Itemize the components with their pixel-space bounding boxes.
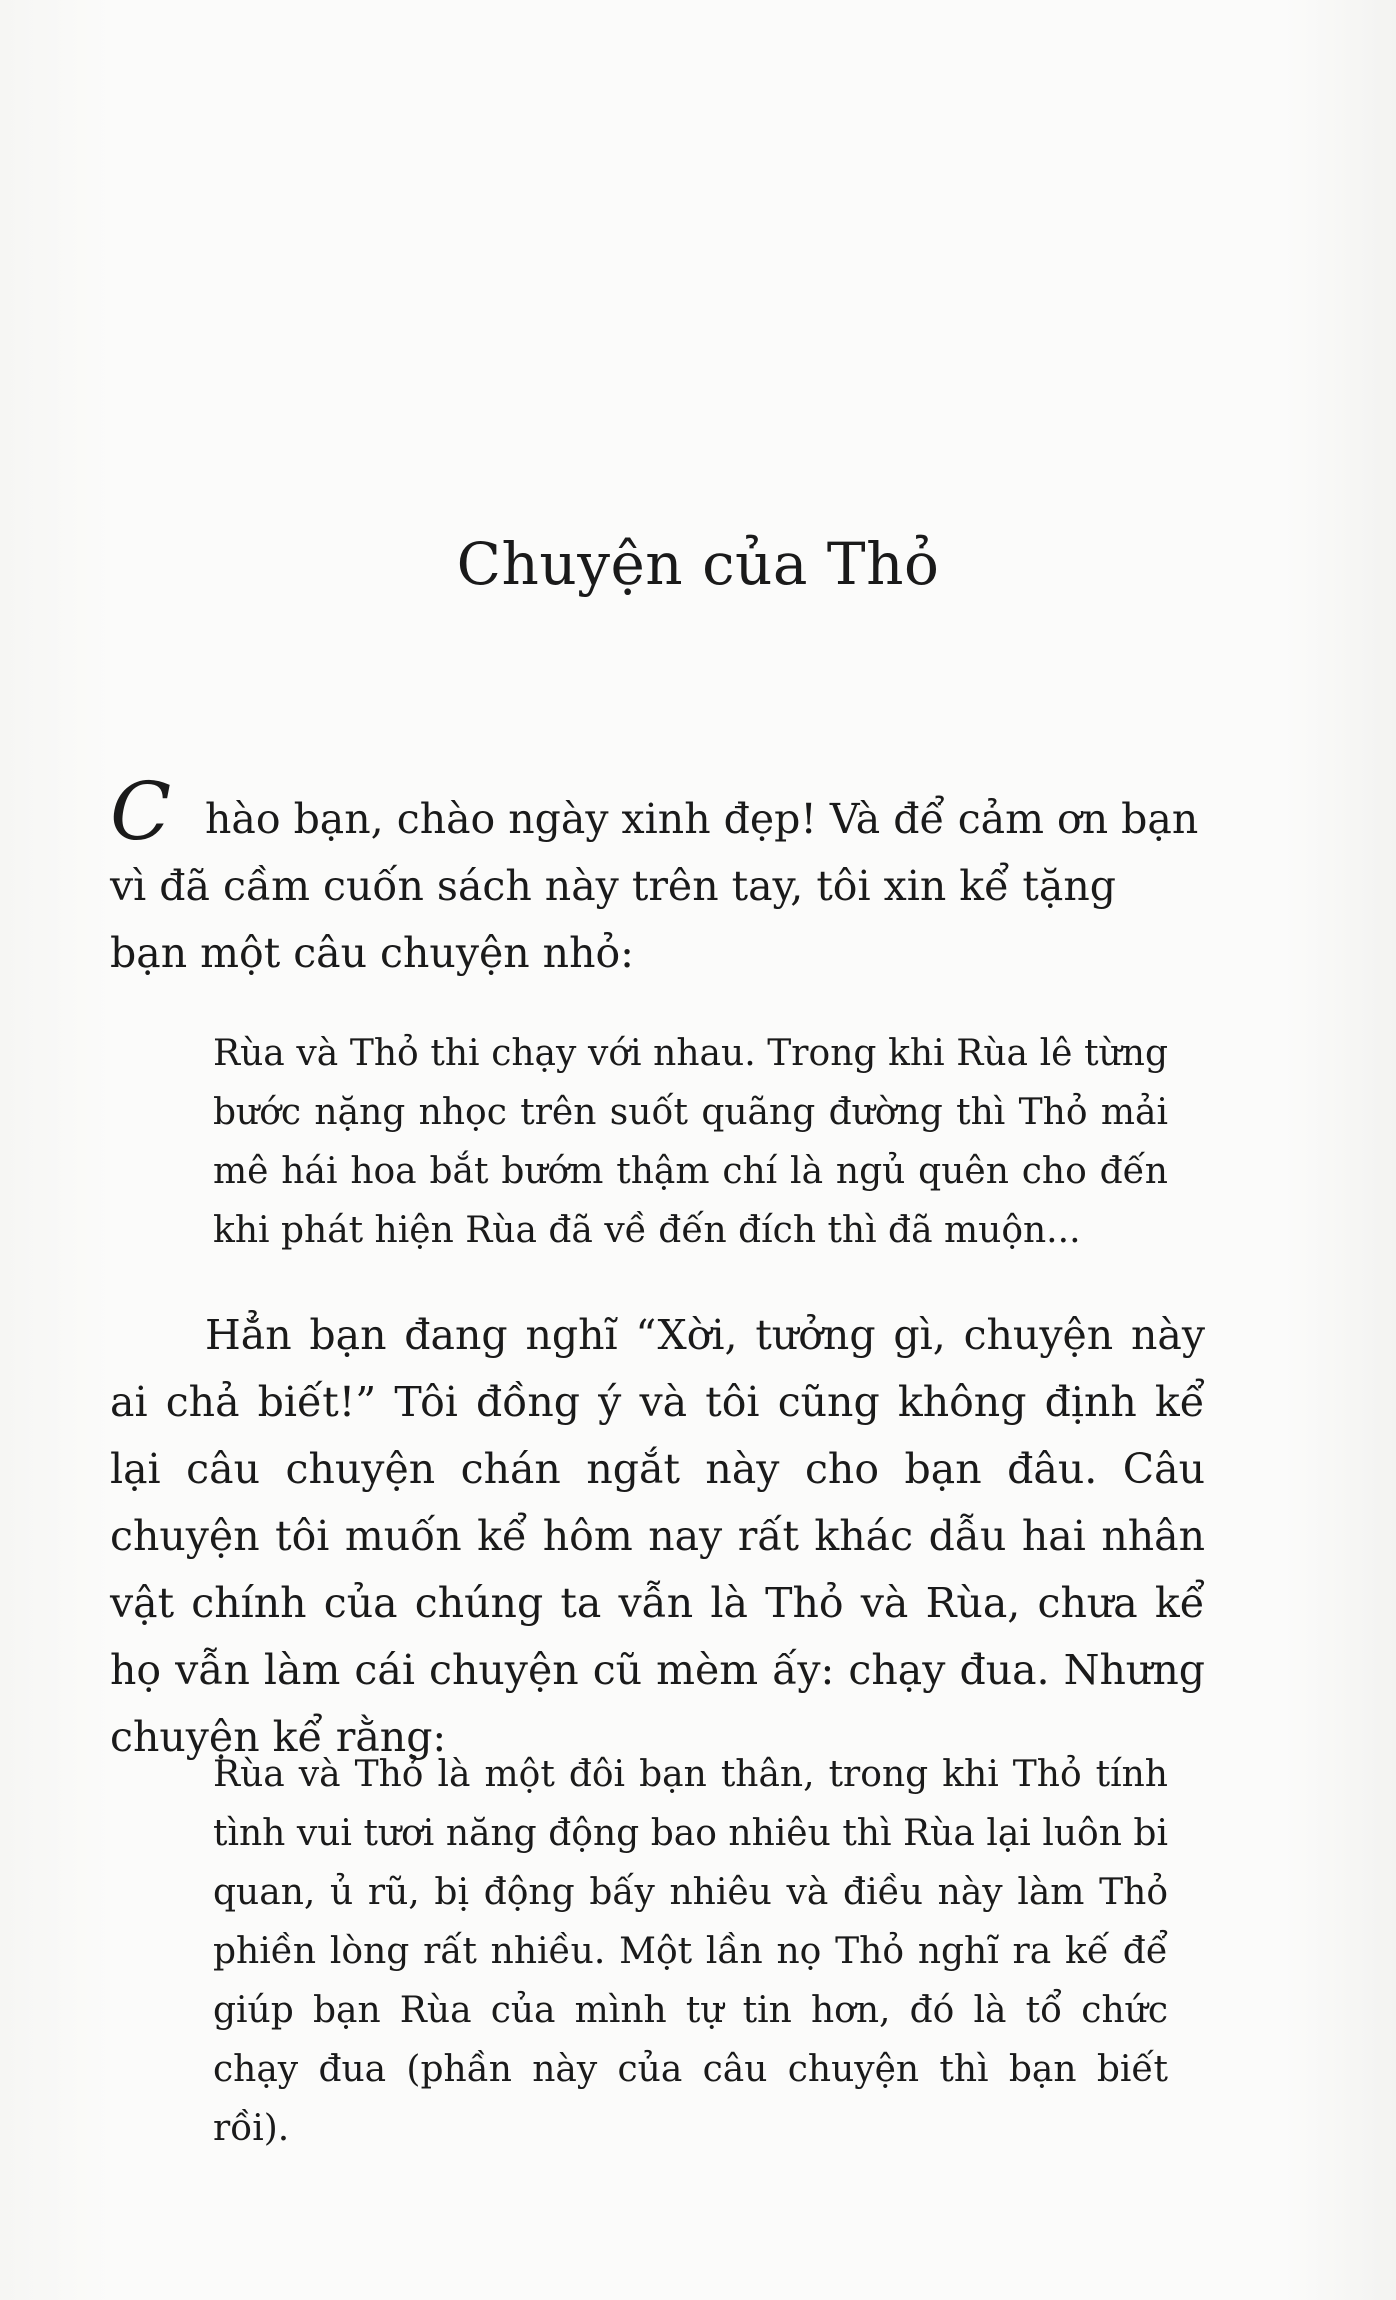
story-quote-1: Rùa và Thỏ thi chạy với nhau. Trong khi Rùa lê từng bước nặng nhọc trên suốt quãng đường thì Thỏ mải mê hái hoa bắt bướm thậm chí là ngủ quên cho đến khi phát hiện Rùa đã về đến đích thì đã muộn... <box>213 1033 1168 1251</box>
second-paragraph: Hẳn bạn đang nghĩ “Xời, tưởng gì, chuyện này ai chả biết!” Tôi đồng ý và tôi cũng không định kể lại câu chuyện chán ngắt này cho bạn đâu. Câu chuyện tôi muốn kể hôm nay rất khác dẫu hai nhân vật chính của chúng ta vẫn là Thỏ và Rùa, chưa kể họ vẫn làm cái chuyện cũ mèm ấy: chạy đua. Nhưng chuyện kể rằng: <box>110 1311 1205 1761</box>
opening-paragraph <box>110 765 1205 987</box>
opening-paragraph-text: hào bạn, chào ngày xinh đẹp! Và để cảm ơn bạn vì đã cầm cuốn sách này trên tay, tôi xin kể tặng bạn một câu chuyện nhỏ: <box>110 795 1199 977</box>
drop-cap-letter: C <box>110 765 172 858</box>
story-quote-2: Rùa và Thỏ là một đôi bạn thân, trong khi Thỏ tính tình vui tươi năng động bao nhiêu thì Rùa lại luôn bi quan, ủ rũ, bị động bấy nhiêu và điều này làm Thỏ phiền lòng rất nhiều. Một lần nọ Thỏ nghĩ ra kế để giúp bạn Rùa của mình tự tin hơn, đó là tổ chức chạy đua (phần này của câu chuyện thì bạn biết rồi). <box>213 1754 1168 2149</box>
chapter-title: Chuyện của Thỏ <box>456 530 940 598</box>
